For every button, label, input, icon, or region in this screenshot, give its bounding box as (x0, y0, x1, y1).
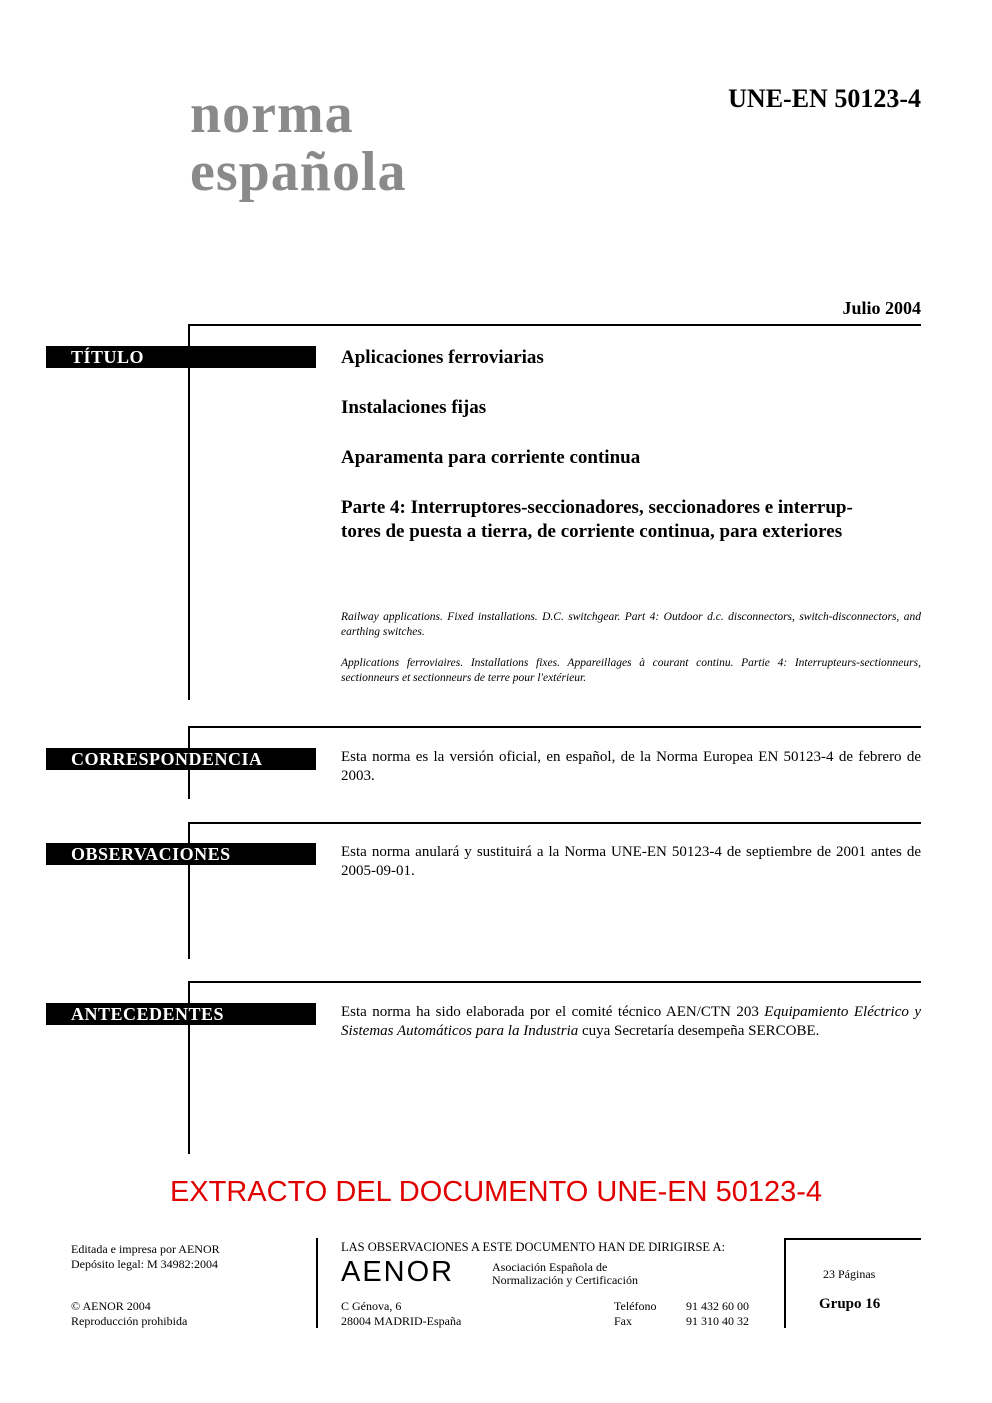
title-line-3: Aparamenta para corriente continua (341, 447, 641, 468)
address-line-2: 28004 MADRID-España (341, 1314, 462, 1328)
phone-number: 91 432 60 00 (686, 1299, 749, 1313)
fax-label: Fax (614, 1314, 632, 1328)
title-line-4b: tores de puesta a tierra, de corriente continua, para exteriores (341, 521, 843, 542)
section-label-antecedentes: ANTECEDENTES (46, 1003, 316, 1025)
assoc-line-1: Asociación Española de (492, 1260, 608, 1274)
title-line-2: Instalaciones fijas (341, 397, 487, 418)
section-rule-titulo (188, 324, 921, 326)
committee-name: Equipamiento Eléctrico y Sistemas Automáticos para la Industria (341, 1004, 921, 1039)
section-rule-observaciones (188, 822, 921, 824)
page-count: 23 Páginas (823, 1267, 876, 1281)
assoc-line-2: Normalización y Certificación (492, 1273, 638, 1287)
price-group: Grupo 16 (819, 1296, 881, 1312)
fax-number: 91 310 40 32 (686, 1314, 749, 1328)
section-rule-antecedentes (188, 981, 921, 983)
footer-edited: Editada e impresa por AENOR (71, 1242, 220, 1256)
correspondencia-text: Esta norma es la versión oficial, en español, de la Norma Europea EN 50123-4 de febrero de 2003. (341, 749, 921, 784)
footer-divider-right (784, 1238, 786, 1328)
phone-label: Teléfono (614, 1299, 657, 1313)
footer-box-top (784, 1238, 921, 1240)
brand-line-1: norma (190, 83, 354, 145)
section-label-observaciones: OBSERVACIONES (46, 843, 316, 865)
footer-divider-left (316, 1238, 318, 1328)
section-label-titulo: TÍTULO (46, 346, 316, 368)
section-rule-correspondencia (188, 726, 921, 728)
extract-watermark: EXTRACTO DEL DOCUMENTO UNE-EN 50123-4 (169, 1176, 823, 1208)
antecedentes-text-end: cuya Secretaría desempeña SERCOBE. (578, 1023, 820, 1039)
section-bar-titulo (188, 324, 190, 700)
title-line-4a: Parte 4: Interruptores-seccionadores, seccionadores e interrup- (341, 497, 853, 518)
address-line-1: C Génova, 6 (341, 1299, 402, 1313)
antecedentes-text (341, 1003, 921, 1041)
observaciones-text: Esta norma anulará y sustituirá a la Norma UNE-EN 50123-4 de septiembre de 2001 antes de 2005-09-01. (341, 844, 921, 879)
publication-date: Julio 2004 (842, 298, 921, 318)
antecedentes-text-start: Esta norma ha sido elaborada por el comité técnico AEN/CTN 203 (341, 1004, 765, 1020)
footer-reproduction: Reproducción prohibida (71, 1314, 188, 1328)
footer-observations-header: LAS OBSERVACIONES A ESTE DOCUMENTO HAN DE DIRIGIRSE A: (341, 1240, 725, 1254)
brand-line-2: española (190, 141, 407, 203)
standard-code: UNE-EN 50123-4 (728, 84, 921, 113)
aenor-logo: AENOR (341, 1256, 455, 1288)
title-line-1: Aplicaciones ferroviarias (341, 347, 544, 368)
section-label-correspondencia: CORRESPONDENCIA (46, 748, 316, 770)
footer-deposit: Depósito legal: M 34982:2004 (71, 1257, 218, 1271)
footer-copyright: © AENOR 2004 (71, 1299, 151, 1313)
english-title: Railway applications. Fixed installations. D.C. switchgear. Part 4: Outdoor d.c. disconnectors, switch-disconnectors, and earthing switches. (341, 611, 921, 638)
french-title: Applications ferroviaires. Installations fixes. Appareillages à courant continu. Partie 4: Interrupteurs-sectionneurs, sectionneurs et sectionneurs de terre pour l'extérieur. (341, 657, 921, 684)
